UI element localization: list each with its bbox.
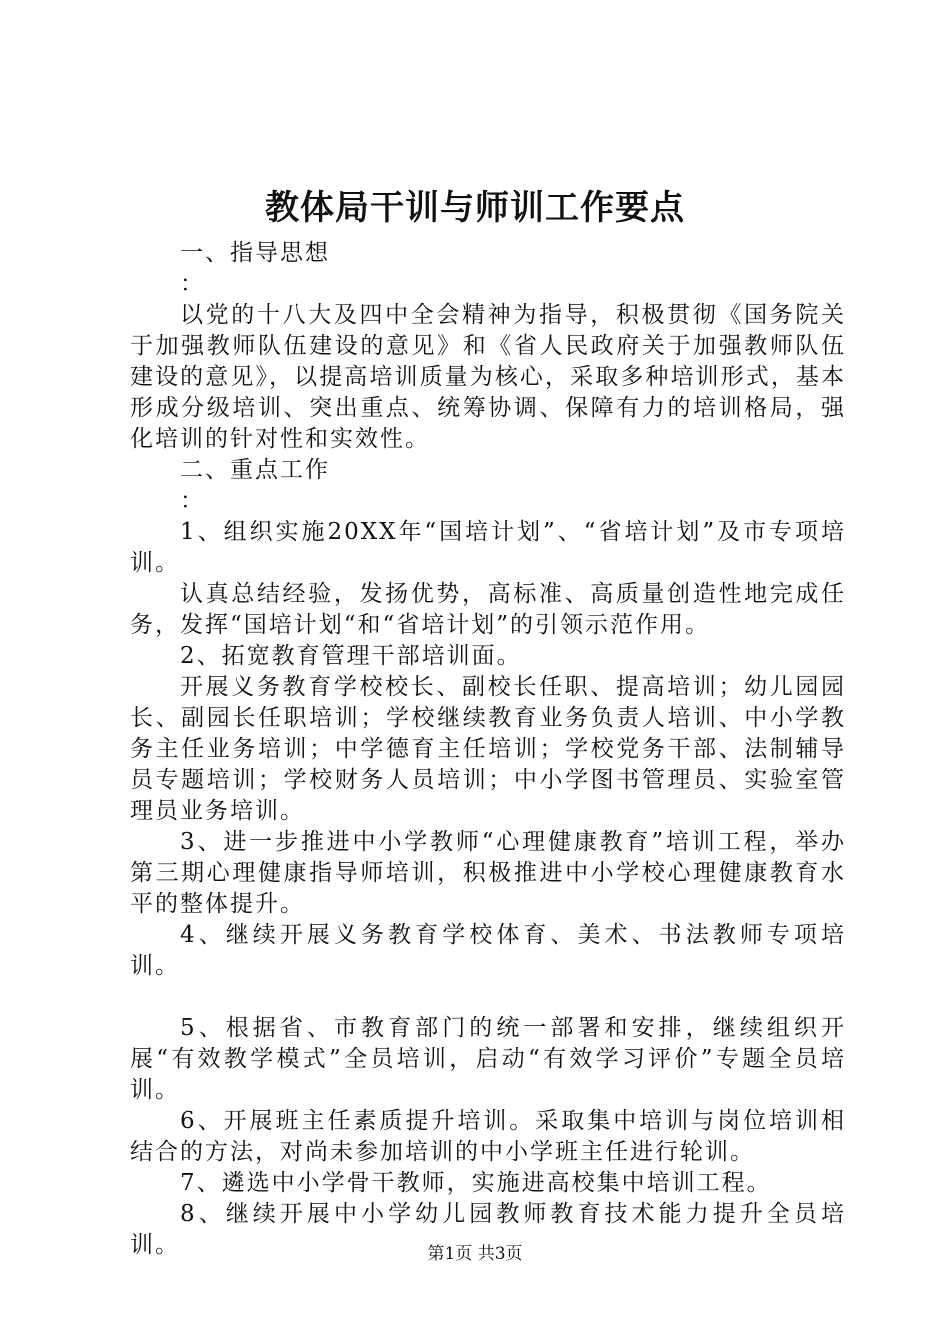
- section-colon: ：: [180, 488, 205, 514]
- paragraph-gap: [130, 982, 846, 1013]
- work-item-4: 4、继续开展义务教育学校体育、美术、书法教师专项培训。: [130, 922, 846, 979]
- document-body: [130, 238, 846, 1261]
- work-item-7: 7、遴选中小学骨干教师，实施进高校集中培训工程。: [180, 1170, 772, 1196]
- work-item-2: 2、拓宽教育管理干部培训面。: [180, 643, 522, 669]
- work-item-3: 3、进一步推进中小学教师“心理健康教育”培训工程，举办第三期心理健康指导师培训，积极推进中小学校心理健康教育水平的整体提升。: [130, 829, 846, 917]
- page-footer: 第1页 共3页: [427, 1244, 523, 1264]
- work-item-8: 8、继续开展中小学幼儿园教师教育技术能力提升全员培训。: [130, 1201, 846, 1258]
- section-heading-guiding-thought: 一、指导思想: [180, 240, 330, 266]
- work-item-1: 1、组织实施20XX年“国培计划”、“省培计划”及市专项培训。: [130, 519, 846, 576]
- guiding-thought-paragraph: 以党的十八大及四中全会精神为指导，积极贯彻《国务院关于加强教师队伍建设的意见》和《省人民政府关于加强教师队伍建设的意见》，以提高培训质量为核心，采取多种培训形式，基本形成分级培训、突出重点、统筹协调、保障有力的培训格局，强化培训的针对性和实效性。: [130, 302, 846, 452]
- document-title: 教体局干训与师训工作要点: [265, 188, 685, 228]
- work-item-2-detail: 开展义务教育学校校长、副校长任职、提高培训；幼儿园园长、副园长任职培训；学校继续教育业务负责人培训、中小学教务主任业务培训；中学德育主任培训；学校党务干部、法制辅导员专题培训；学校财务人员培训；中小学图书管理员、实验室管理员业务培训。: [130, 674, 846, 824]
- section-heading-key-work: 二、重点工作: [180, 457, 330, 483]
- work-item-5: 5、根据省、市教育部门的统一部署和安排，继续组织开展“有效教学模式”全员培训，启动“有效学习评价”专题全员培训。: [130, 1015, 846, 1103]
- section-colon: ：: [180, 271, 205, 297]
- work-item-1-detail: 认真总结经验，发扬优势，高标准、高质量创造性地完成任务，发挥“国培计划“和“省培计划”的引领示范作用。: [130, 581, 846, 638]
- work-item-6: 6、开展班主任素质提升培训。采取集中培训与岗位培训相结合的方法，对尚未参加培训的中小学班主任进行轮训。: [130, 1108, 846, 1165]
